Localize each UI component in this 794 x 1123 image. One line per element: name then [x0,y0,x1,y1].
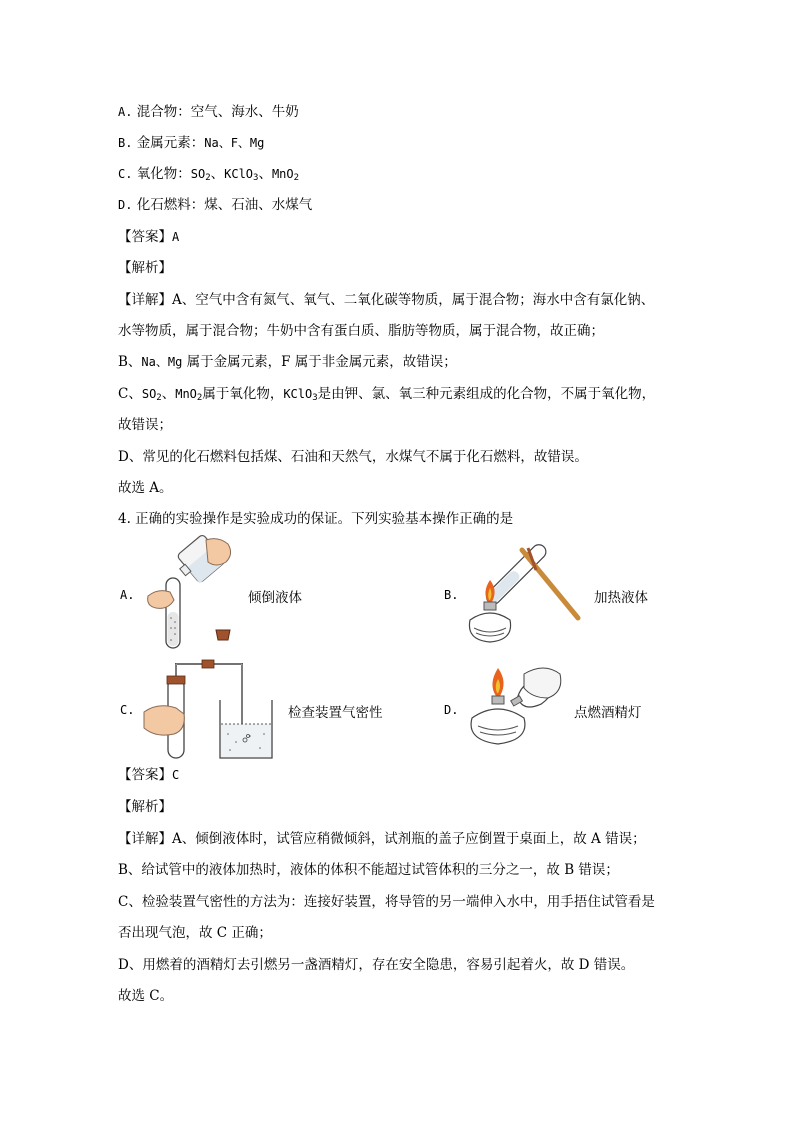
q3-option-c [118,164,299,184]
option-letter: A. [118,105,133,119]
q4-stem: 4. 正确的实验操作是实验成功的保证。下列实验基本操作正确的是 [118,511,514,527]
answer-value: A [172,230,180,244]
q4-option-b-label: 加热液体 [594,590,648,606]
q3-analysis-label: 【解析】 [118,260,172,276]
q4-answer [118,765,179,785]
q4-option-a-letter: A. [120,588,135,602]
answer-label: 【答案】 [118,229,172,245]
answer-label: 【答案】 [118,767,172,783]
q4-detail-line: 否出现气泡，故 C 正确； [118,925,272,941]
q3-detail-line: 【详解】A、空气中含有氮气、氧气、二氧化碳等物质，属于混合物；海水中含有氯化钠、 [118,292,655,308]
q4-option-a-label: 倾倒液体 [248,590,302,606]
q3-detail-line: 水等物质，属于混合物；牛奶中含有蛋白质、脂肪等物质，属于混合物，故正确； [118,323,604,339]
q3-option-d [118,195,312,215]
option-letter: B. [118,136,133,150]
q4-option-b-letter: B. [444,588,459,602]
q4-detail-line: B、给试管中的液体加热时，液体的体积不能超过试管体积的三分之一，故 B 错误； [118,862,619,878]
q3-answer [118,227,179,247]
answer-value: C [172,768,180,782]
option-text: 化石燃料：煤、石油、水煤气 [136,197,313,213]
q4-option-c-letter: C. [120,703,135,717]
q4-option-d-label: 点燃酒精灯 [574,705,642,721]
q3-option-a [118,102,299,122]
q4-analysis-label: 【解析】 [118,799,172,815]
option-text: 混合物：空气、海水、牛奶 [136,104,299,120]
formula-kclo3: KClO$_3$ [224,167,259,183]
option-text: 氧化物： [136,166,191,182]
formula-so2: $SO_2$ [190,167,211,183]
option-letter: C. [118,167,133,181]
q3-detail-line: 故选 A。 [118,480,173,496]
option-letter: D. [118,198,133,212]
separator: 、 [258,166,272,182]
lighting-alcohol-lamp-illustration [462,662,566,756]
q4-detail-line: D、用燃着的酒精灯去引燃另一盏酒精灯，存在安全隐患，容易引起着火，故 D 错误。 [118,957,635,973]
q4-option-d-letter: D. [444,703,459,717]
heating-liquid-illustration [462,540,586,652]
separator: 、 [210,166,225,182]
q4-detail-line: 【详解】A、倾倒液体时，试管应稍微倾斜，试剂瓶的盖子应倒置于桌面上，故 A 错误； [118,831,646,847]
airtightness-check-illustration [140,654,280,762]
q4-detail-line: C、检验装置气密性的方法为：连接好装置，将导管的另一端伸入水中，用手捂住试管看是 [118,894,655,910]
q3-option-b [118,133,264,153]
formula-mno2: MnO$_2$ [271,167,300,183]
pouring-liquid-illustration [140,532,240,654]
q3-detail-line: D、常见的化石燃料包括煤、石油和天然气，水煤气不属于化石燃料，故错误。 [118,449,588,465]
q4-option-c-label: 检查装置气密性 [288,705,383,721]
q3-detail-line: 故错误； [118,417,172,433]
option-elements: Na、F、Mg [204,136,265,150]
option-text: 金属元素： [136,135,205,151]
q3-detail-line: C、$SO_2$、MnO$_2$属于氧化物，KClO$_3$是由钾、氯、氧三种元素组成的化合物，不属于氧化物， [118,386,656,403]
q3-detail-line: B、Na、Mg 属于金属元素，F 属于非金属元素，故错误； [118,354,457,370]
q4-detail-line: 故选 C。 [118,988,174,1004]
